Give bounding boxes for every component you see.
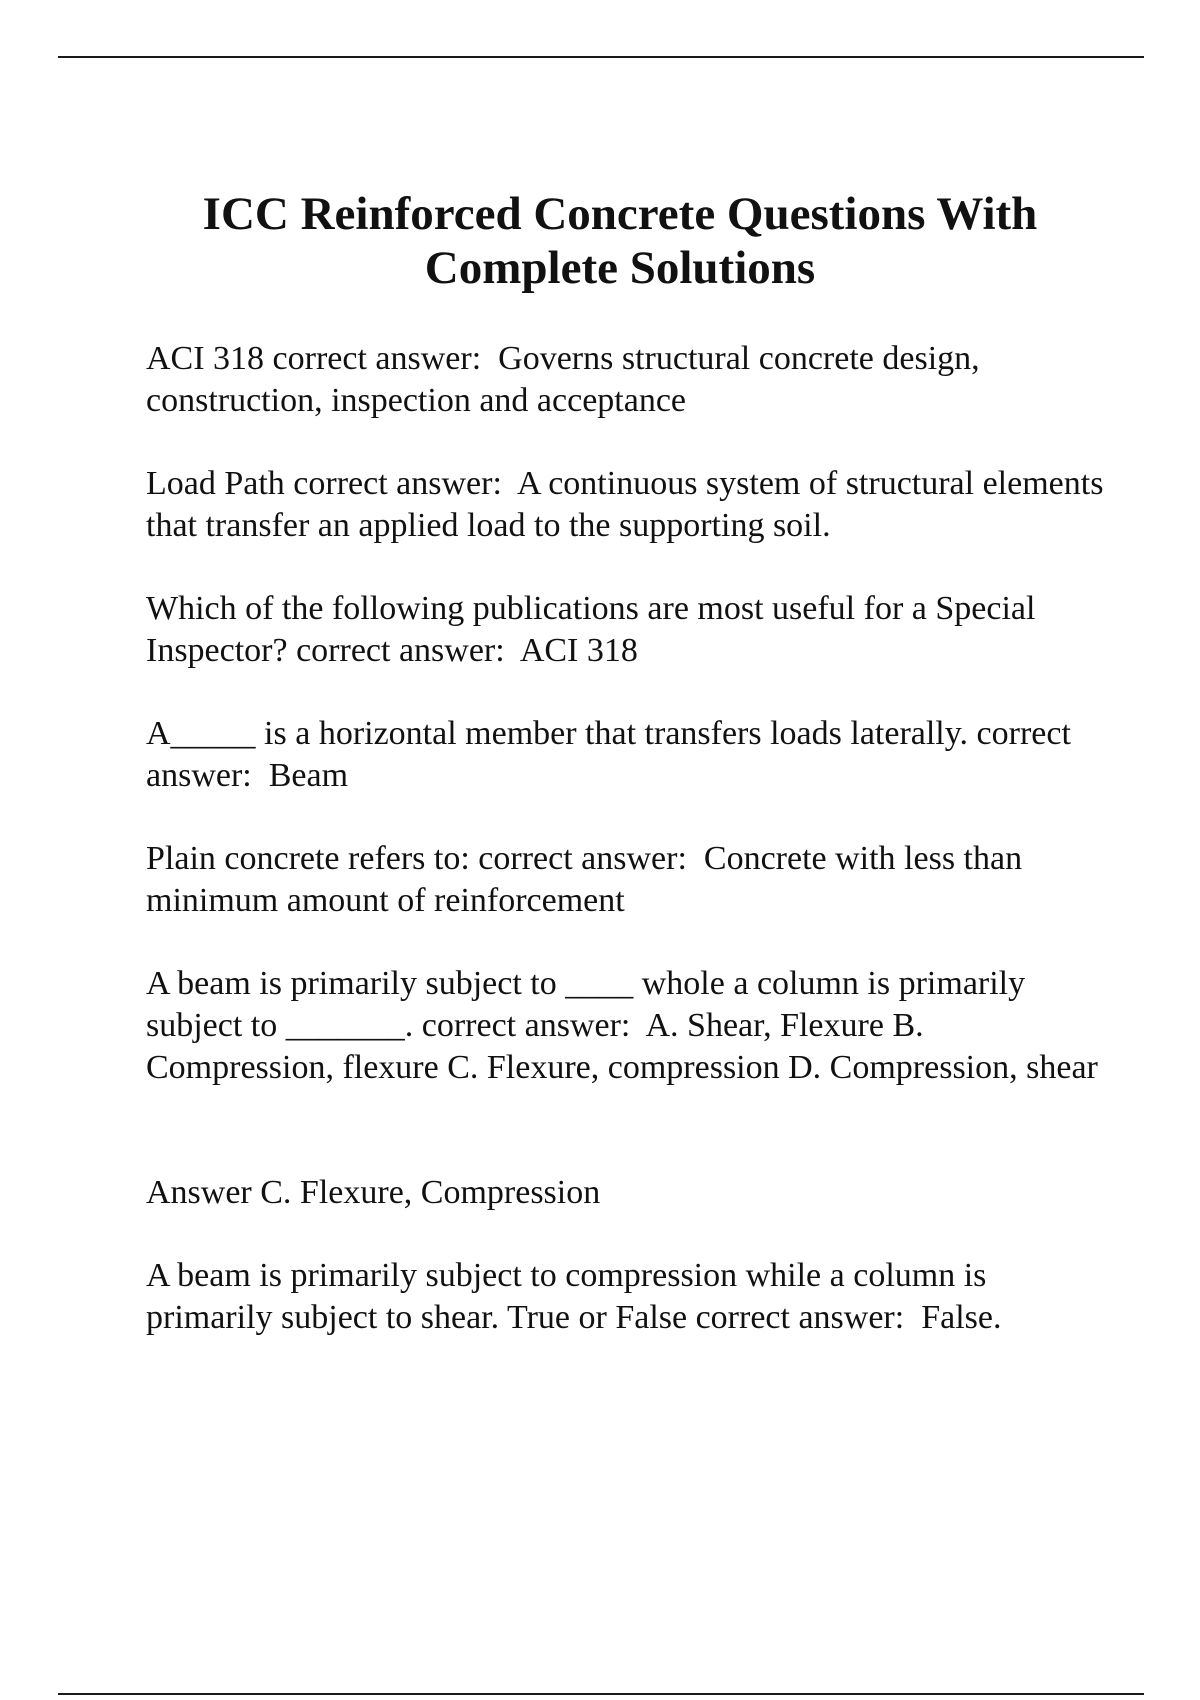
qa-paragraph-publications: Which of the following publications are most useful for a Special Inspector? correct answer: ACI 318 [146, 590, 1044, 669]
answer-paragraph: Answer C. Flexure, Compression [146, 1174, 601, 1211]
qa-paragraph-load-path: Load Path correct answer: A continuous system of structural elements that transfer an applied load to the supporting soil. [146, 465, 1112, 544]
qa-paragraph-plain-concrete: Plain concrete refers to: correct answer: Concrete with less than minimum amount of reinforcement [146, 840, 1031, 919]
document-body [146, 338, 1112, 1380]
top-rule [58, 56, 1144, 58]
bottom-rule [58, 1693, 1144, 1695]
document-title: ICC Reinforced Concrete Questions With Complete Solutions [202, 188, 1038, 294]
qa-paragraph-beam-column: A beam is primarily subject to ____ whole a column is primarily subject to _______. correct answer: A. Shear, Flexure B. Compression, flexure C. Flexure, compression D. Compression, shear [146, 965, 1098, 1086]
qa-paragraph-aci318: ACI 318 correct answer: Governs structural concrete design, construction, inspection and acceptance [146, 340, 989, 419]
qa-paragraph-horizontal-member: A_____ is a horizontal member that transfers loads laterally. correct answer: Beam [146, 715, 1080, 794]
qa-paragraph-true-false: A beam is primarily subject to compression while a column is primarily subject to shear. True or False correct answer: False. [146, 1257, 1002, 1336]
